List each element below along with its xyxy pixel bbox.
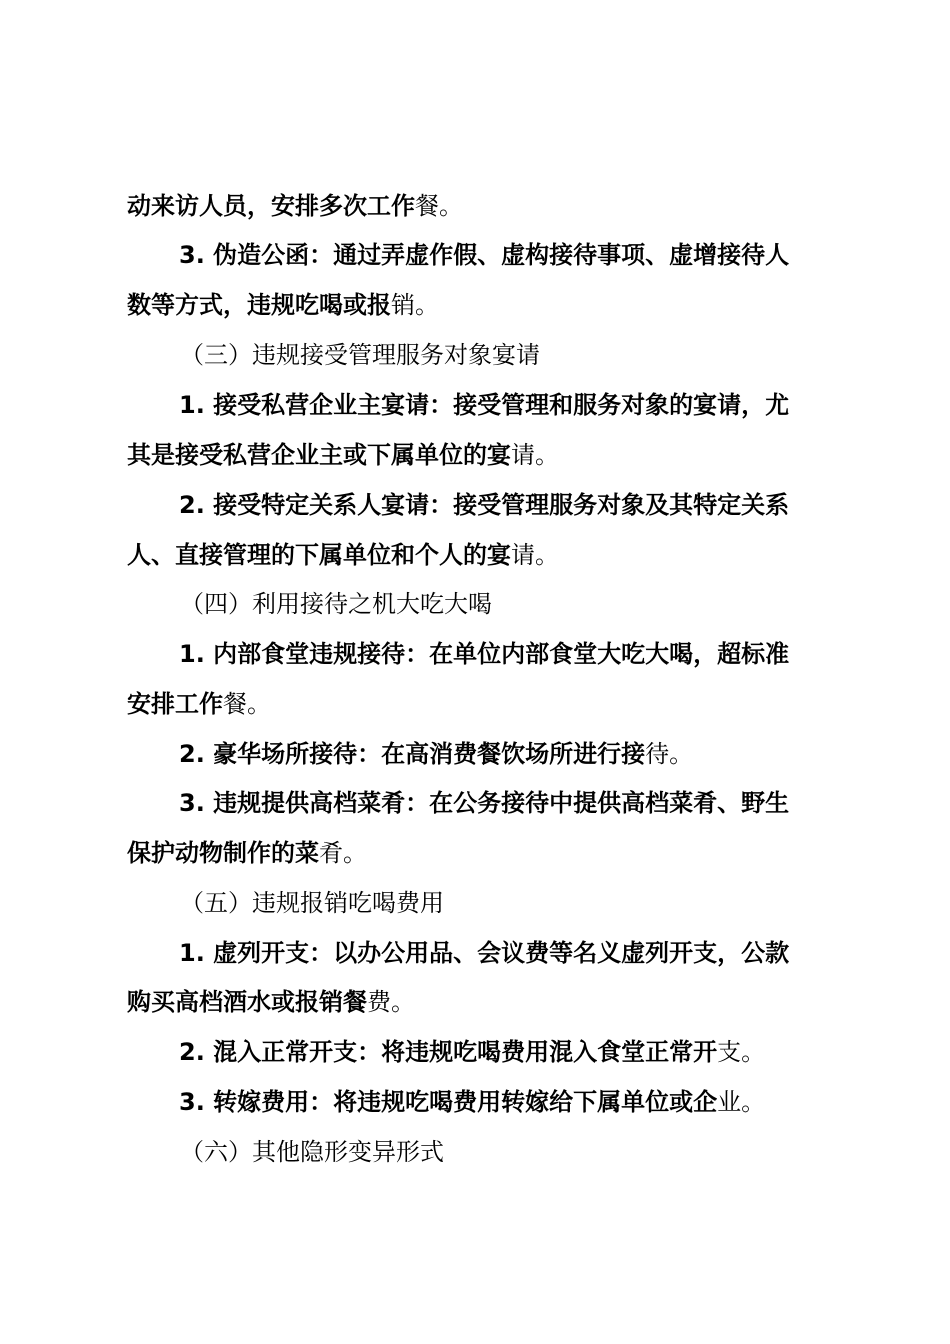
list-item-line — [179, 739, 693, 769]
paragraph-tail: 请。 — [511, 541, 559, 569]
paragraph-text: 数等方式，违规吃喝或报 — [127, 291, 391, 319]
paragraph-line — [127, 838, 367, 868]
paragraph-line — [127, 440, 559, 470]
list-item-text: 3. 违规提供高档菜肴：在公务接待中提供高档菜肴、野生 — [179, 789, 790, 817]
list-item-tail: 待。 — [645, 740, 694, 768]
list-item-line — [179, 788, 789, 818]
section-heading: （五）违规报销吃喝费用 — [180, 889, 444, 917]
list-item-line — [179, 938, 789, 968]
paragraph-text: 购买高档酒水或报销餐 — [127, 988, 367, 1016]
section-heading: （六）其他隐形变异形式 — [180, 1138, 444, 1166]
paragraph-tail: 销。 — [391, 291, 439, 319]
paragraph-tail: 餐。 — [415, 192, 463, 220]
list-item-text: 3. 伪造公函：通过弄虚作假、虚构接待事项、虚增接待人 — [179, 241, 790, 269]
list-item-text: 2. 接受特定关系人宴请：接受管理服务对象及其特定关系 — [179, 491, 790, 519]
paragraph-line — [127, 987, 415, 1017]
paragraph-text: 人、直接管理的下属单位和个人的宴 — [127, 541, 511, 569]
paragraph-line — [127, 689, 271, 719]
list-item-line — [179, 390, 789, 420]
paragraph-text: 其是接受私营企业主或下属单位的宴 — [127, 441, 511, 469]
paragraph-line — [127, 191, 463, 221]
list-item-text: 1. 接受私营企业主宴请：接受管理和服务对象的宴请，尤 — [179, 391, 790, 419]
list-item-line — [179, 639, 789, 669]
list-item-text: 3. 转嫁费用：将违规吃喝费用转嫁给下属单位或企 — [179, 1088, 718, 1116]
paragraph-tail: 请。 — [511, 441, 559, 469]
section-heading: （四）利用接待之机大吃大喝 — [180, 590, 492, 618]
paragraph-line — [127, 540, 559, 570]
list-item-text: 1. 虚列开支：以办公用品、会议费等名义虚列开支，公款 — [179, 939, 790, 967]
paragraph-text: 动来访人员，安排多次工作 — [127, 192, 415, 220]
list-item-tail: 支。 — [717, 1038, 766, 1066]
section-heading: （三）违规接受管理服务对象宴请 — [180, 341, 540, 369]
paragraph-tail: 餐。 — [223, 690, 271, 718]
list-item-tail: 业。 — [717, 1088, 766, 1116]
list-item-text: 2. 混入正常开支：将违规吃喝费用混入食堂正常开 — [179, 1038, 718, 1066]
list-item-line — [179, 1037, 765, 1067]
list-item-text: 1. 内部食堂违规接待：在单位内部食堂大吃大喝，超标准 — [179, 640, 790, 668]
paragraph-line — [127, 290, 439, 320]
list-item-line — [179, 490, 789, 520]
paragraph-text: 保护动物制作的菜 — [127, 839, 319, 867]
paragraph-tail: 肴。 — [319, 839, 367, 867]
list-item-line — [179, 1087, 765, 1117]
list-item-line — [179, 240, 789, 270]
paragraph-text: 安排工作 — [127, 690, 223, 718]
list-item-text: 2. 豪华场所接待：在高消费餐饮场所进行接 — [179, 740, 646, 768]
paragraph-tail: 费。 — [367, 988, 415, 1016]
